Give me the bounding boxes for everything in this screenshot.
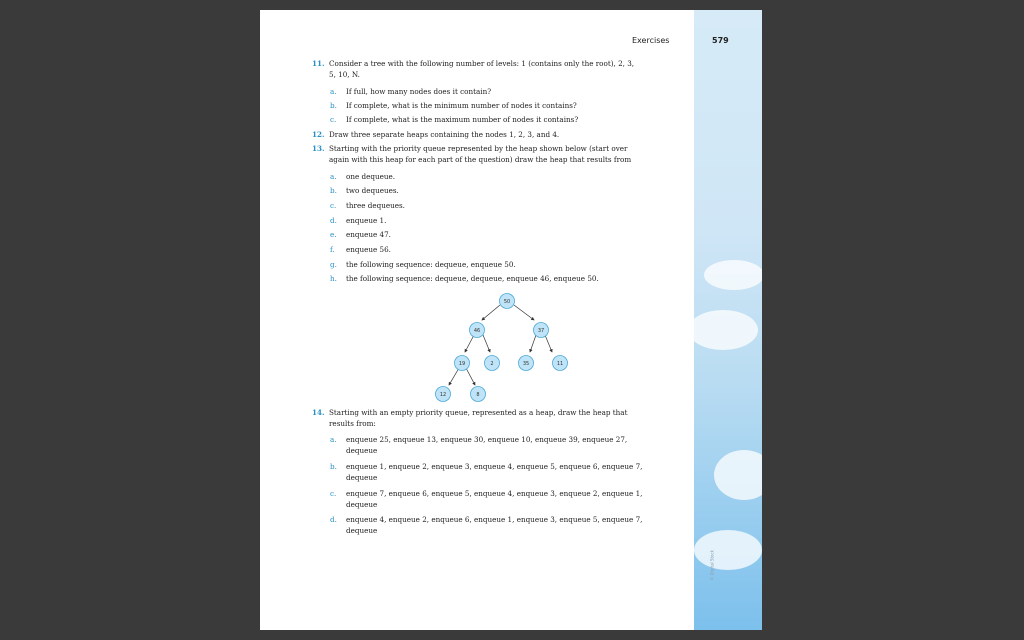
question-13-part-h: h. the following sequence: dequeue, dequeue, enqueue 46, enqueue 50. [330, 274, 599, 283]
section-header: Exercises [632, 36, 670, 45]
heap-tree-diagram [430, 292, 580, 404]
edge-37-35 [530, 335, 536, 352]
question-14-part-d: d. enqueue 4, enqueue 2, enqueue 6, enqueue 1, enqueue 3, enqueue 5, enqueue 7, dequeue [330, 515, 643, 535]
heap-node-label: 37 [537, 327, 545, 334]
question-14: 14. Starting with an empty priority queue, represented as a heap, draw the heap that results from: [312, 408, 628, 428]
question-13-part-g: g. the following sequence: dequeue, enqueue 50. [330, 260, 516, 269]
edge-50-37 [514, 305, 534, 320]
cloud-decoration [714, 450, 762, 500]
question-13-part-f: f. enqueue 56. [330, 245, 391, 254]
question-13-part-d: d. enqueue 1. [330, 216, 387, 225]
page-number: 579 [712, 36, 729, 45]
cloud-decoration [694, 530, 762, 570]
textbook-page [260, 10, 762, 630]
question-13: 13. Starting with the priority queue represented by the heap shown below (start over again with this heap for each part of the question) draw the heap that results from [312, 144, 632, 164]
question-11-part-a: a. If full, how many nodes does it contain? [330, 87, 492, 96]
sky-background [694, 10, 762, 630]
heap-node-label: 2 [490, 360, 494, 367]
cloud-decoration [704, 260, 762, 290]
question-13-part-c: c. three dequeues. [330, 201, 405, 210]
question-12: 12. Draw three separate heaps containing the nodes 1, 2, 3, and 4. [312, 130, 560, 139]
edge-37-11 [545, 335, 552, 352]
question-13-part-e: e. enqueue 47. [330, 230, 391, 239]
edge-50-46 [482, 305, 500, 320]
edge-46-2 [483, 335, 490, 352]
question-13-part-a: a. one dequeue. [330, 172, 395, 181]
edge-19-12 [449, 368, 459, 385]
heap-node-label: 50 [503, 298, 511, 305]
question-14-part-c: c. enqueue 7, enqueue 6, enqueue 5, enqueue 4, enqueue 3, enqueue 2, enqueue 1, dequeue [330, 489, 643, 509]
question-11-part-b: b. If complete, what is the minimum number of nodes it contains? [330, 101, 577, 110]
heap-node-label: 11 [556, 360, 564, 367]
heap-nodes [436, 294, 568, 402]
heap-node-label: 8 [476, 391, 480, 398]
question-14-part-a: a. enqueue 25, enqueue 13, enqueue 30, enqueue 10, enqueue 39, enqueue 27, dequeue [330, 435, 628, 455]
question-14-part-b: b. enqueue 1, enqueue 2, enqueue 3, enqueue 4, enqueue 5, enqueue 6, enqueue 7, dequeue [330, 462, 643, 482]
edge-19-8 [466, 368, 475, 385]
heap-node-label: 12 [439, 391, 447, 398]
heap-node-label: 46 [473, 327, 481, 334]
question-11-part-c: c. If complete, what is the maximum number of nodes it contains? [330, 115, 579, 124]
heap-edges [449, 305, 552, 385]
heap-node-label: 19 [458, 360, 466, 367]
edge-46-19 [465, 335, 474, 352]
question-11: 11. Consider a tree with the following number of levels: 1 (contains only the root), 2, 3, 5, 10, N. [312, 59, 635, 79]
photo-credit: © Digital Stock [710, 550, 715, 581]
question-13-part-b: b. two dequeues. [330, 186, 399, 195]
cloud-decoration [688, 310, 758, 350]
heap-node-label: 35 [522, 360, 530, 367]
